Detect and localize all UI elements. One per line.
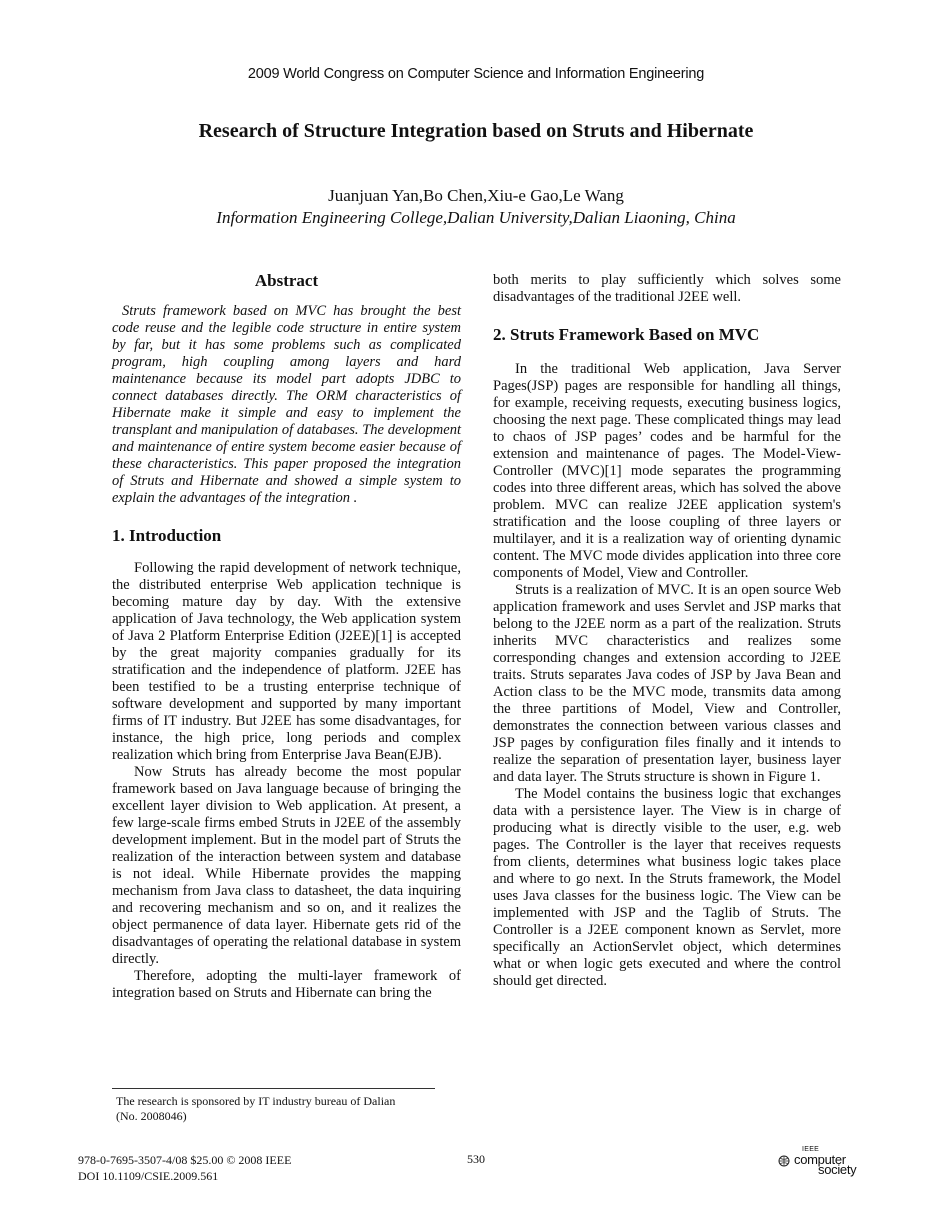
intro-paragraph-3: Therefore, adopting the multi-layer framework of integration based on Struts and Hibernate can bring the [112, 968, 461, 1001]
footer-isbn: 978-0-7695-3507-4/08 $25.00 © 2008 IEEE [78, 1153, 292, 1167]
paper-authors: Juanjuan Yan,Bo Chen,Xiu-e Gao,Le Wang [328, 186, 624, 205]
footnote-rule [112, 1088, 435, 1089]
ieee-globe-icon [778, 1155, 790, 1167]
footnote [116, 1094, 446, 1124]
abstract-heading: Abstract [254, 271, 319, 290]
logo-computer-text: computer [794, 1152, 846, 1167]
left-column [112, 272, 461, 1002]
page-number: 530 [467, 1152, 485, 1166]
intro-paragraph-1: Following the rapid development of network technique, the distributed enterprise Web application technique is becoming mature day by day. With the extensive application of Java technology, the Web application system of Java 2 Platform Enterprise Edition (J2EE)[1] is accepted by the great majority companies gradually for its stratification and the independence of platform. J2EE has been testified to be a trusting enterprise technique of software development and supported by many important firms of IT industry. But J2EE has some disadvantages, for instance, the high price, long periods and complex realization which bring from Enterprise Java Bean(EJB). [112, 560, 461, 763]
logo-society-text: society [818, 1162, 857, 1177]
logo-ieee-text: IEEE [802, 1146, 820, 1153]
paper-title: Research of Structure Integration based on Struts and Hibernate [198, 120, 754, 142]
struts-paragraph-3: The Model contains the business logic that exchanges data with a persistence layer. The View is in charge of producing what is directly visible to the user, e.g. web pages. The Controller is the layer that receives requests from clients, determines what business logic takes place and where to go next. In the Struts framework, the Model uses Java classes for the business logic. The View can be implemented with JSP and the Taglib of Struts. The Controller is a J2EE component known as Servlet, more specifically an ActionServlet object, which determines what or when logic gets executed and where the control should get directed. [493, 786, 841, 989]
section-heading-introduction: 1. Introduction [112, 526, 222, 545]
footnote-line-2: (No. 2008046) [116, 1109, 187, 1123]
intro-paragraph-2: Now Struts has already become the most popular framework based on Java language because of bringing the excellent layer division to Web application. At present, a few large-scale firms embed Struts in J2EE of the assembly development implement. But in the model part of Struts the realization of the interaction between system and database is not ideal. While Hibernate provides the mapping mechanism from Java class to datasheet, the data inquiring and recovering mechanism and so on, and it realizes the object permanence of data layer. Hibernate gets rid of the disadvantages of operating the relational database in system directly. [112, 764, 461, 967]
abstract-text: Struts framework based on MVC has brought the best code reuse and the legible code structure in entire system by far, but it has some problems such as complicated program, high coupling among layers and hard maintenance because its model part adopts JDBC to connect databases directly. The ORM characteristics of Hibernate make it simple and easy to implement the transplant and manipulation of databases. The development and maintenance of entire system become easier because of these characteristics. This paper proposed the integration of Struts and Hibernate and showed a simple system to explain the advantages of the integration . [112, 303, 461, 506]
footer-doi: DOI 10.1109/CSIE.2009.561 [78, 1169, 219, 1183]
right-column [493, 272, 841, 990]
intro-paragraph-3-continued: both merits to play sufficiently which solves some disadvantages of the traditional J2EE well. [493, 272, 841, 305]
footnote-line-1: The research is sponsored by IT industry bureau of Dalian [116, 1094, 396, 1108]
ieee-computer-society-logo [778, 1146, 864, 1178]
section-heading-struts: 2. Struts Framework Based on MVC [493, 325, 760, 344]
struts-paragraph-1: In the traditional Web application, Java Server Pages(JSP) pages are responsible for handling all things, for example, receiving requests, executing business logics, choosing the next page. These complicated things may lead to chaos of JSP pages’ codes and be harmful for the extension and maintenance of pages. The Model-View-Controller (MVC)[1] mode separates the programming codes into three different areas, which has solved the above problem. MVC can realize J2EE application system's stratification and the loose coupling of three layers or multilayer, and it is a realization way of orienting dynamic content. The MVC mode divides application into three core components of Model, View and Controller. [493, 361, 841, 581]
paper-affiliation: Information Engineering College,Dalian University,Dalian Liaoning, China [216, 208, 736, 227]
struts-paragraph-2: Struts is a realization of MVC. It is an open source Web application framework and uses Servlet and JSP marks that belong to the J2EE norm as a part of the realization. Struts inherits MVC characteristics and realizes some corresponding changes and extension according to J2EE traits. Struts separates Java codes of JSP by Java Bean and Action class to be the MVC mode, transmits data among the three partitions of Model, View and Controller, demonstrates the connection between various classes and JSP pages by configuration files finally and it intends to realize the separation of presentation layer, business layer and data layer. The Struts structure is shown in Figure 1. [493, 582, 841, 785]
conference-header: 2009 World Congress on Computer Science and Information Engineering [247, 66, 705, 82]
